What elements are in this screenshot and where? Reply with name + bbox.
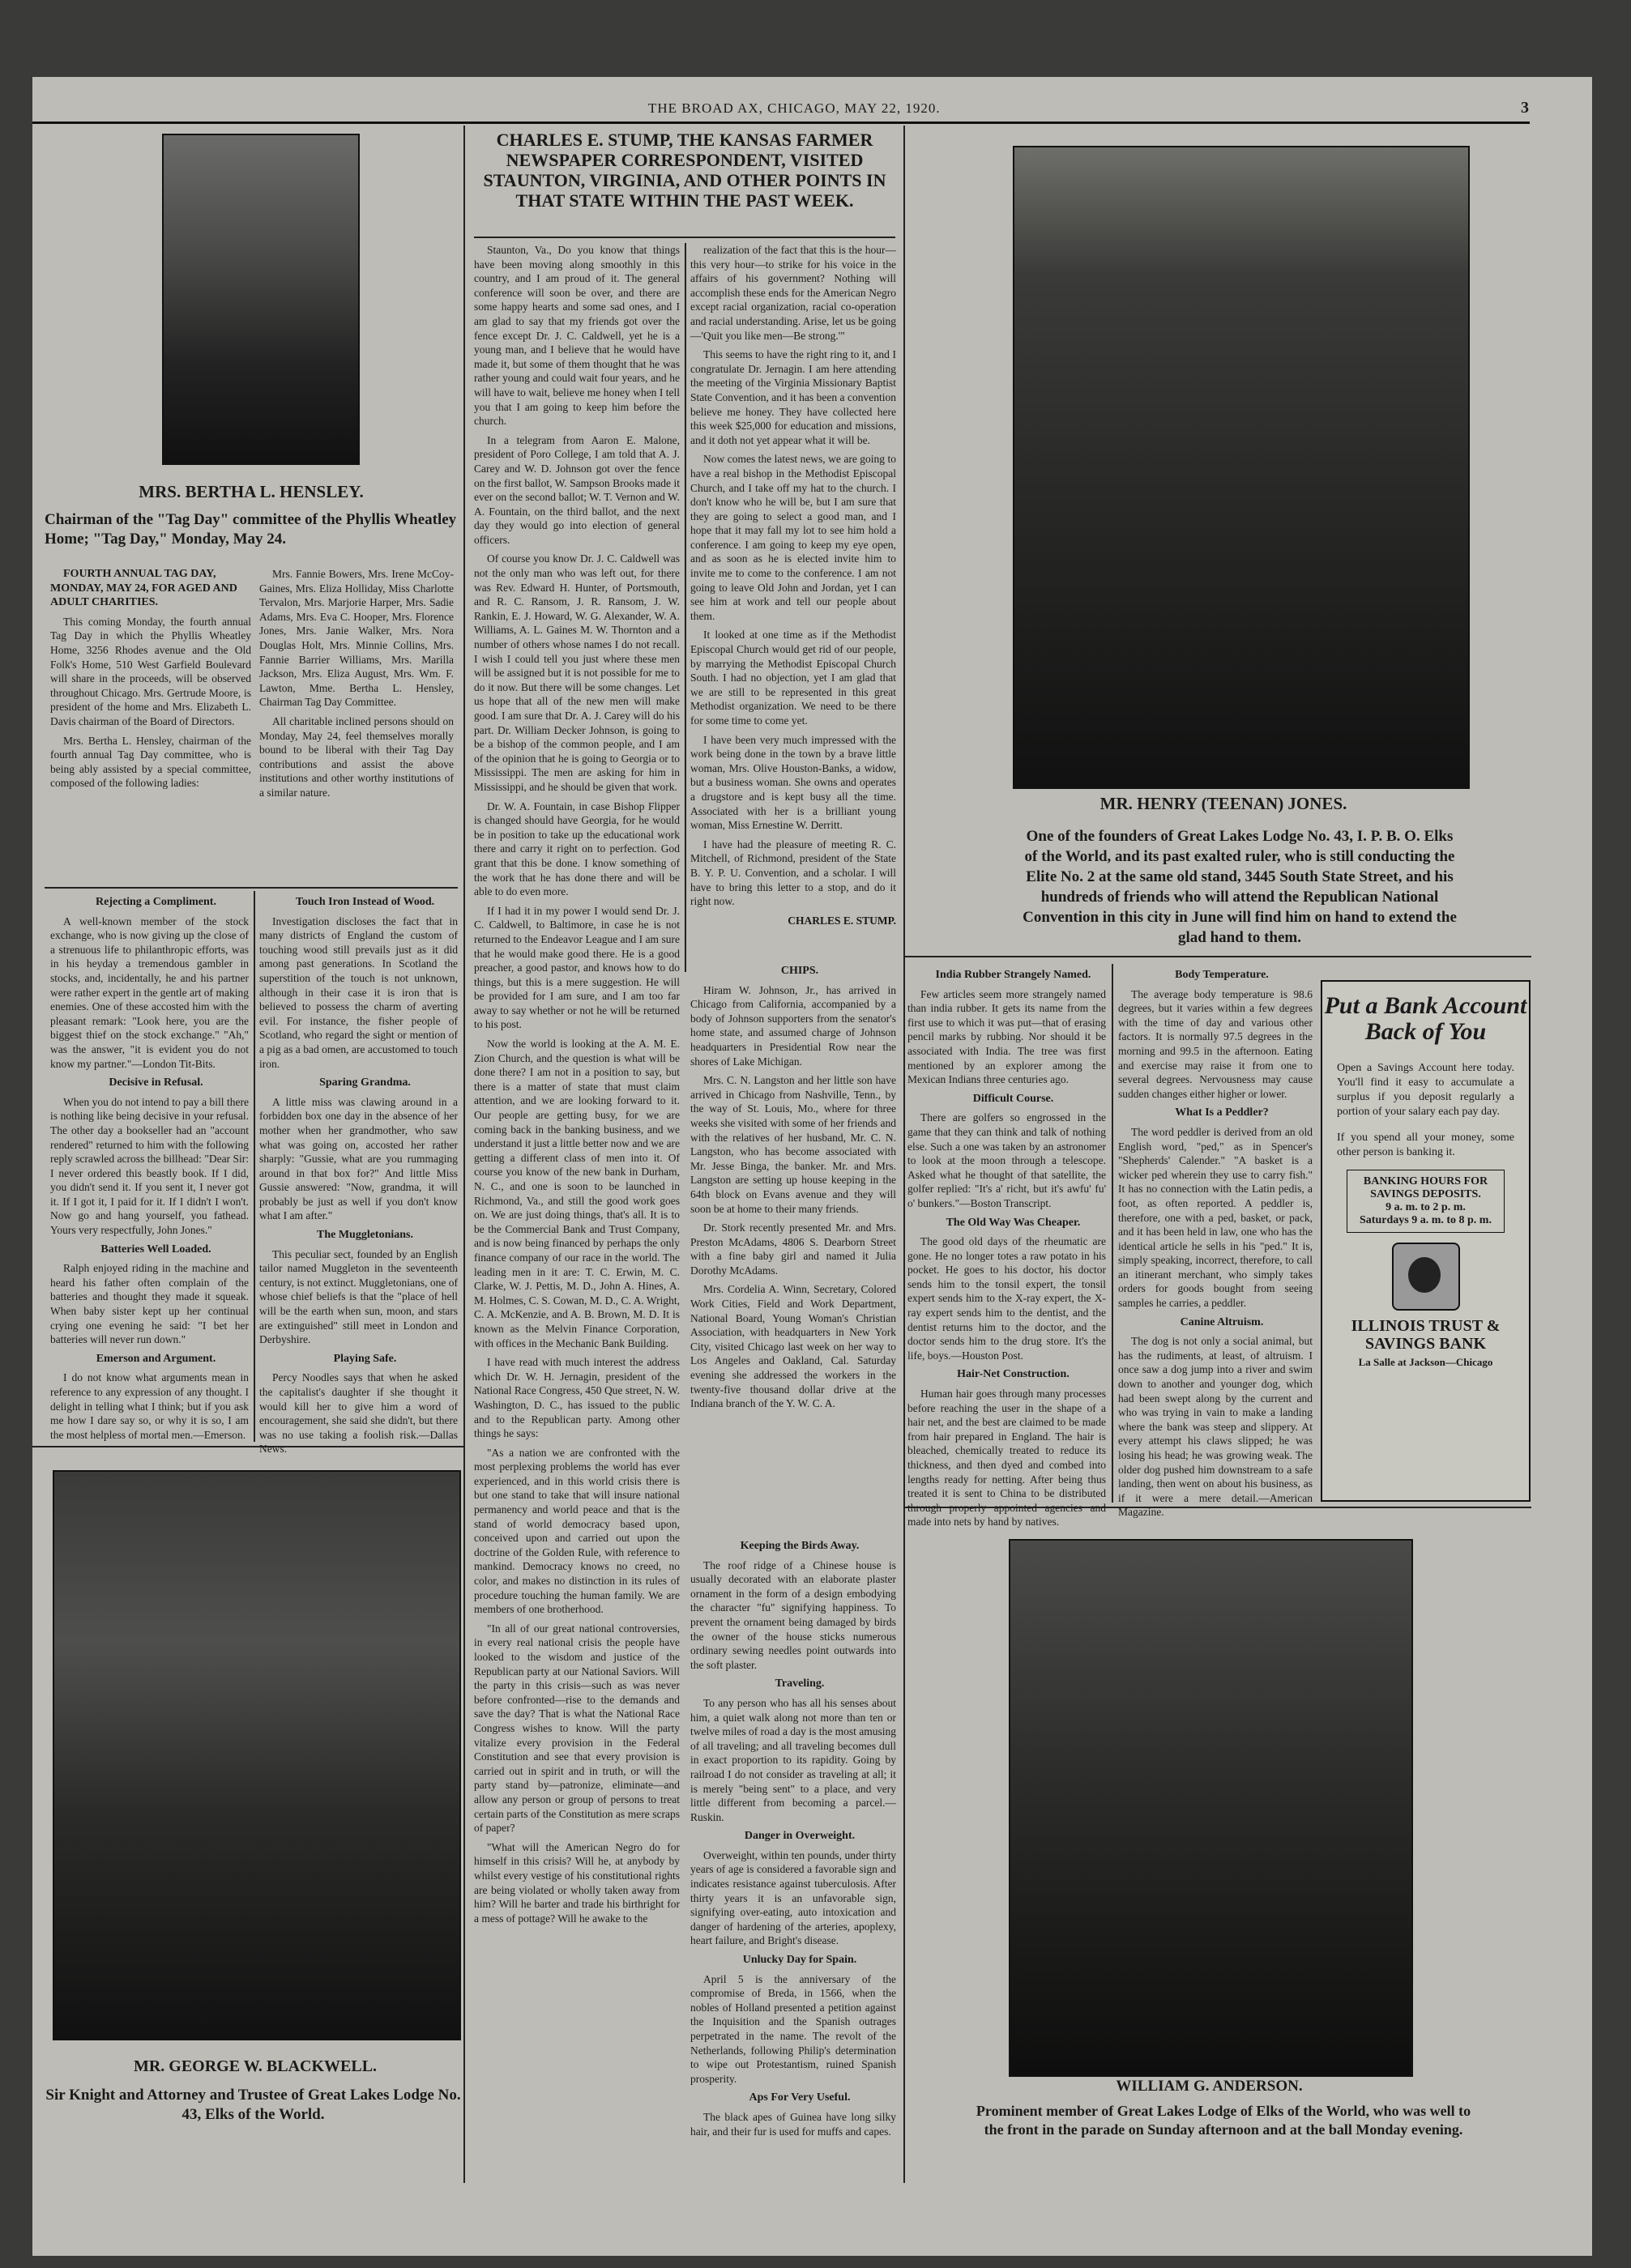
photo-william-anderson	[1009, 1539, 1413, 2077]
short-item-head: Keeping the Birds Away.	[740, 1540, 860, 1552]
short-item-text: A little miss was clawing around in a forbidden box one day in the absence of her mother when her grandmother, who saw what was going on, accosted her rather sharply: "Gussie, what are you rummaging around in that box for?" And little Miss Gussie answered: "Now, grandma, it will probably be just as well if you don't know what I am after."	[259, 1095, 458, 1222]
photo-bertha-hensley	[162, 134, 360, 465]
stump-paragraph: Now comes the latest news, we are going to have a real bishop in the Methodist Episcopal Church, and I take off my hat to the church. I don't know who he will be, but I am sure that they are going to select a good man, and I hope that it may fall my lot to see him hold a conference. I am going to keep my eye open, and as soon as he is elected invite him to invite me to come to the conference. I am not going to leave Old John and Jordan, yet I can see him at work and tell our people about them.	[690, 453, 896, 622]
page-number: 3	[1521, 99, 1530, 117]
short-item-text: April 5 is the anniversary of the compromise of Breda, in 1566, when the nobles of Holland presented a petition against the Inquisition and the Spanish outrages perpetrated in the name. The revolt of the Netherlands, following Philip's determination to wipe out Protestantism, ruined Spanish prosperity.	[690, 1972, 896, 2085]
ad-body: Open a Savings Account here today. You'll find it easy to accumulate a surplus if you deposit regularly a portion of your salary each pay day.	[1337, 1062, 1514, 1118]
stump-paragraph: "What will the American Negro do for himself in this crisis? Will he, at anybody by whilst every vestige of his constitutional rights are being violated or wholly taken away from him? Will he barter and trade his birthright for a mess of pottage? Will he awake to the	[474, 1840, 680, 1925]
chips-paragraph: Hiram W. Johnson, Jr., has arrived in Chicago from California, accompanied by a body of Johnson supporters from the senator's home state, and assumed charge of Johnson headquarters in Presidential Row near the shores of Lake Michigan.	[690, 983, 896, 1068]
bank-name: ILLINOIS TRUST & SAVINGS BANK	[1351, 1317, 1501, 1353]
anderson-name: WILLIAM G. ANDERSON.	[1116, 2078, 1303, 2095]
short-item-text: Investigation discloses the fact that in many districts of England the custom of touching wood still prevails just as it did among past generations. In Scotland the superstition of the touch is not unknown, although in their case it is iron that is believed to possess the charm of averting evil. For instance, the fisher people of Scotland, who regard the sight or mention of a pig as a bad omen, are accustomed to touch iron.	[259, 914, 458, 1070]
short-item-head: The Old Way Was Cheaper.	[946, 1216, 1081, 1229]
short-item-head: Rejecting a Compliment.	[96, 896, 216, 908]
chips-paragraph: Dr. Stork recently presented Mr. and Mrs. Preston McAdams, 4806 S. Dearborn Street with a fine baby girl and named it Julia Dorothy McAdams.	[690, 1221, 896, 1277]
blackwell-caption: Sir Knight and Attorney and Trustee of Great Lakes Lodge No. 43, Elks of the World.	[45, 2087, 461, 2123]
stump-column-1	[474, 243, 680, 2179]
shorts-right-mid	[1118, 968, 1313, 1519]
section-rule	[903, 956, 1531, 957]
stump-signature: CHARLES E. STUMP.	[788, 914, 896, 927]
stump-paragraph: This seems to have the right ring to it, and I congratulate Dr. Jernagin. I am here attending the meeting of the Virginia Missionary Baptist State Convention, and it has been a convention believe me honey. They have collected here this week $25,000 for education and missions, and it doth not yet appear what it will be.	[690, 348, 896, 446]
hensley-article-right	[259, 567, 454, 883]
stump-paragraph: Dr. W. A. Fountain, in case Bishop Flipper is changed should have Georgia, for he would be in position to take up the educational work there and carry it right on to perfection. God grant that this be done. I know something of the work that he has done there and will be able to do even more.	[474, 799, 680, 898]
short-item-head: Traveling.	[775, 1678, 825, 1690]
stump-paragraph: realization of the fact that this is the hour—this very hour—to strike for his voice in the affairs of his government? Nothing will accomplish these ends for the American Negro except racial organization, racial co-operation and racial understanding. Arise, let us be going—'Quit you like men—Be strong.'"	[690, 244, 896, 342]
stump-paragraph: "As a nation we are confronted with the most perplexing problems the world has ever experienced, and in this world crisis there is but one stand to take that will insure national permanency and world peace and that is the stand of world democracy based upon, conceived upon and carried out upon the doctrine of the Golden Rule, with reference to mankind. Democracy knows no creed, no color, and makes no distinction in its rules of procedure touching the human family. We are members of one brotherhood.	[474, 1446, 680, 1616]
hours-line: Saturdays 9 a. m. to 8 p. m.	[1360, 1214, 1492, 1226]
eagle-seal-icon	[1392, 1243, 1460, 1311]
bank-advertisement	[1321, 980, 1531, 1502]
short-item-head: Difficult Course.	[972, 1092, 1054, 1105]
tag-day-paragraph: Mrs. Fannie Bowers, Mrs. Irene McCoy-Gaines, Mrs. Eliza Holliday, Miss Charlotte Tervalon, Mrs. Marjorie Harper, Mrs. Sadie Adams, Mrs. Eva C. Hooper, Mrs. Florence Jones, Mrs. Janie Walker, Mrs. Nora Douglas Holt, Mrs. Minnie Collins, Mrs. Fannie Barrier Williams, Mrs. Marilla Jackson, Mrs. Eliza August, Mrs. Wm. F. Lawton, Mme. Bertha L. Hensley, Chairman Tag Day Committee.	[259, 568, 454, 709]
photo-george-blackwell	[53, 1470, 461, 2040]
hensley-caption: Chairman of the "Tag Day" committee of the Phyllis Wheatley Home; "Tag Day," Monday, May 24.	[45, 511, 457, 548]
stump-headline: CHARLES E. STUMP, THE KANSAS FARMER NEWSPAPER CORRESPONDENT, VISITED STAUNTON, VIRGINIA, AND OTHER POINTS IN THAT STATE WITHIN THE PAST WEEK.	[483, 130, 886, 211]
short-item-head: Sparing Grandma.	[319, 1076, 411, 1089]
tag-day-paragraph: This coming Monday, the fourth annual Tag Day in which the Phyllis Wheatley Home, 3256 Rhodes avenue and the Old Folk's Home, 510 West Garfield Boulevard will share in the proceeds, will be observed throughout Chicago. Mrs. Gertrude Moore, is president of the home and Mrs. Elizabeth L. Davis chairman of the Board of Directors.	[50, 615, 251, 727]
chips-head: CHIPS.	[780, 965, 819, 977]
short-item-text: The dog is not only a social animal, but has the rudiments, at least, of altruism. I once saw a dog jump into a river and swim down to another and younger dog, which had been swept along by the current and who was trying in vain to make a landing where the bank was steep and slippery. At every attempt his claws slipped; he was losing his head; he was growing weak. The older dog pushed him downstream to a safe landing, then went on about his business, as if it were a mere detail.—American Magazine.	[1118, 1335, 1313, 1519]
short-item-head: Danger in Overweight.	[744, 1830, 856, 1843]
hours-title: BANKING HOURS FOR SAVINGS DEPOSITS.	[1363, 1175, 1488, 1200]
short-item-head: Body Temperature.	[1175, 969, 1269, 981]
stump-paragraph: In a telegram from Aaron E. Malone, president of Poro College, I am told that A. J. Carey and W. D. Johnson got over the fence on the first ballot, W. Sampson Brooks made it ever on the second ballot; W. T. Vernon and W. A. Fountain, on the third ballot, and the next day they would go into election of general officers.	[474, 433, 680, 546]
column-rule	[685, 243, 686, 972]
short-item-text: Ralph enjoyed riding in the machine and heard his father often complain of the batteries and thought they made it squeak. When baby sister kept up her continual crying one evening he said: "I bet her batteries will never run down."	[50, 1262, 249, 1346]
jones-caption: One of the founders of Great Lakes Lodge No. 43, I. P. B. O. Elks of the World, and its past exalted ruler, who is still conducting the Elite No. 2 at the same old stand, 3445 South State Street, and his hundreds of friends who will attend the Republican National Convention in this city in June will find him on hand to extend the glad hand to them.	[1023, 828, 1457, 946]
short-item-head: Batteries Well Loaded.	[100, 1243, 211, 1256]
stump-column-2	[690, 243, 896, 956]
tag-day-paragraph: All charitable inclined persons should on Monday, May 24, feel themselves morally bound to be liberal with their Tag Day contributions and assist the above institutions and other worthy institutions of a similar nature.	[259, 714, 454, 799]
chips-column	[690, 964, 896, 1531]
short-item-text: The roof ridge of a Chinese house is usually decorated with an elaborate plaster ornament in the form of a design embodying the character "fu" signifying happiness. To prevent the ornament being damaged by birds the owner of the house sticks numerous ordinary sewing needles point outwards into the soft plaster.	[690, 1558, 896, 1671]
short-item-head: The Muggletonians.	[316, 1229, 413, 1242]
short-item-head: Decisive in Refusal.	[109, 1076, 203, 1089]
hensley-article-left	[50, 567, 251, 883]
short-item-text: This peculiar sect, founded by an English tailor named Muggleton in the seventeenth century, is not extinct. Muggletonians, one of whose chief beliefs is that the "place of hell will be the earth when sun, moon, and stars are extinguished" still meet in London and Derbyshire.	[259, 1247, 458, 1346]
short-item-text: The word peddler is derived from an old English word, "ped," as in Spencer's "Shepherds' Calender." "A basket is a wicker ped wherein they use to carry fish." It has no connection with the Latin pedis, a foot, as often reported. A peddler is, therefore, one with a ped, basket, or pack, and it has been held in law, one who has the identical article he sells in his "ped." It is, simply speaking, incorrect, therefore, to call an itinerant merchant, who simply takes orders for goods bought from seeing samples he carries, a peddler.	[1118, 1125, 1313, 1310]
column-rule	[903, 126, 905, 2183]
column-rule	[463, 126, 465, 2183]
short-item-text: To any person who has all his senses about him, a quiet walk along not more than ten or twelve miles of road a day is the most amusing of all traveling; and all traveling becomes dull in exact proportion to its rapidity. Going by railroad I do not consider as traveling at all; it is merely "being sent" to a place, and very little different from becoming a parcel.—Ruskin.	[690, 1696, 896, 1823]
photo-henry-jones	[1013, 146, 1470, 789]
shorts-right-left	[907, 968, 1106, 1528]
anderson-caption: Prominent member of Great Lakes Lodge of Elks of the World, who was well to the front in the parade on Sunday afternoon and at the ball Monday evening.	[976, 2103, 1471, 2138]
chips-paragraph: Mrs. Cordelia A. Winn, Secretary, Colored Work Cities, Field and Work Department, National Board, Young Woman's Christian Association, with headquarters in New York City, visited Chicago last week on her way to Los Angeles and Oakland, Cal. Saturday evening she addressed the workers in the twenty-five thousand dollar drive at the Indiana branch of the Y. W. C. A.	[690, 1283, 896, 1410]
short-item-head: Playing Safe.	[333, 1352, 397, 1365]
stump-paragraph: It looked at one time as if the Methodist Episcopal Church would get rid of our people, by marrying the Methodist Episcopal Church South. I had no objection, yet I am glad that we are still to be represented in this great Methodist organization. We need to be there for some time to come yet.	[690, 629, 896, 727]
stump-paragraph: Now the world is looking at the A. M. E. Zion Church, and the question is what will be done there? I am not in a position to say, but there is a matter of state that must claim attention, and we are looking forward to it. Our people are getting busy, for we are coming back in the banking business, and we understand it just a little better now and we are getting a different class of men into it. Of course you know of the new bank in Durham, N. C., and one is soon to be launched in Richmond, Va., and still the good work goes on. We are just doing things, that's all. It is to be the Commercial Bank and Trust Company, and is now being financed by perhaps the only finance company of our race in the world. The leading men in it are: T. C. Erwin, M. C. Clarke, W. J. Pettis, M. D., John A. Hines, A. M. Holmes, C. S. Cowan, M. D., C. A. Wright, C. A. McKenzie, and A. B. Brown, M. D. It is known as the Melvin Finance Corporation, with offices in the Mechanic Bank Building.	[474, 1038, 680, 1349]
short-item-text: Human hair goes through many processes before reaching the user in the shape of a hair net, and the best are claimed to be made from hair prepared in England. The hair is bleached, chemically treated to reduce its thickness, and then dyed and combed into lengths ready for netting. After being thus treated it is sent to China to be distributed through properly appointed agencies and made into nets by hand by natives.	[907, 1388, 1106, 1528]
short-item-text: Few articles seem more strangely named than india rubber. It gets its name from the first use to which it was put—that of erasing pencil marks by rubbing. Nor should it be associated with India. The tree was first mentioned by an explorer among the Mexican Indians three centuries ago.	[907, 987, 1106, 1086]
short-item-head: Unlucky Day for Spain.	[742, 1954, 857, 1967]
ad-body-2: If you spend all your money, some other person is banking it.	[1337, 1132, 1514, 1158]
short-items-mid-bottom	[690, 1539, 896, 2179]
section-rule	[45, 887, 458, 889]
banking-hours-box	[1347, 1170, 1505, 1233]
short-item-text: The good old days of the rheumatic are gone. He no longer totes a raw potato in his pocket. He goes to his doctor, his doctor sends him to the tonsil expert, the tonsil expert sends him to the X-ray expert, the X-ray expert sends him to the dentist, and the dentist returns him to the doctor, and the doctor sends him to the drug store. It's the life, boys.—Houston Post.	[907, 1235, 1106, 1362]
section-rule	[474, 237, 895, 238]
short-item-head: Canine Altruism.	[1180, 1315, 1264, 1328]
chips-paragraph: Mrs. C. N. Langston and her little son have arrived in Chicago from Nashville, Tenn., by the way of St. Louis, Mo., where for three weeks she visited with some of her friends and with the relatives of her husband, Mr. C. N. Langston, who has become associated with Mr. Jesse Binga, the banker. Mr. and Mrs. Langston are setting up house keeping in the 64th block on Evans avenue and they will soon be at home to their many friends.	[690, 1074, 896, 1215]
bank-address: La Salle at Jackson—Chicago	[1358, 1356, 1493, 1368]
stump-paragraph: Staunton, Va., Do you know that things have been moving along smoothly in this country, and I am proud of it. The general conference will soon be over, and there are some happy hearts and some sad ones, and I am glad to say that my friends got over the fence except Dr. J. C. Caldwell, yet he is a young man, and I believe that he would have made it, but some of them thought that he was rather young and could wait four years, and he will have to wait, believe me honey when I tell you that I am going to keep him before the church.	[474, 244, 680, 428]
short-item-text: Percy Noodles says that when he asked the capitalist's daughter if she thought it would kill her to give him a word of encouragement, she said she didn't, but there was no use taking a foolish risk.—Dallas News.	[259, 1371, 458, 1456]
short-item-head: What Is a Peddler?	[1175, 1106, 1269, 1119]
shorts-mid	[259, 895, 458, 1456]
short-item-text: Overweight, within ten pounds, under thirty years of age is considered a favorable sign and indicates resistance against tuberculosis. After thirty years it is an unfavorable sign, signifying over-eating, auto intoxication and danger of hardening of the arteries, apoplexy, heart failure, and Bright's disease.	[690, 1848, 896, 1947]
short-item-head: Hair-Net Construction.	[957, 1368, 1070, 1381]
stump-paragraph: I have read with much interest the address which Dr. W. H. Jernagin, president of the National Race Congress, 450 Que street, N. W. Washington, D. C., has issued to the public and to the Republican party. Among other things he says:	[474, 1356, 680, 1440]
short-item-text: I do not know what arguments mean in reference to any expression of any thought. I delight in telling what I think; but if you ask me how I dare say so, or why it is so, I am the most helpless of mortal men.—Emerson.	[50, 1371, 249, 1441]
masthead	[32, 96, 1530, 124]
shorts-left	[50, 895, 249, 1442]
short-item-head: India Rubber Strangely Named.	[935, 969, 1091, 981]
tag-day-headline: FOURTH ANNUAL TAG DAY, MONDAY, MAY 24, FOR AGED AND ADULT CHARITIES.	[50, 568, 237, 609]
ad-headline: Put a Bank Account Back of You	[1324, 992, 1527, 1045]
stump-paragraph: "In all of our great national controversies, in every real national crisis the people have looked to the wisdom and justice of the Republican party at our National Saviors. Will the party in this crisis—such as was never before confronted—rise to the demands and save the day? That is what the National Race Congress wishes to know. Will the party vitalize every provision in the Federal Constitution and see that every provision is carried out in spirit and in truth, or will the party stand by—patronize, eliminate—and allow any person or group of persons to treat certain parts of the Constitution as mere scraps of paper?	[474, 1622, 680, 1835]
column-rule	[254, 891, 255, 1442]
masthead-title: THE BROAD AX, CHICAGO, MAY 22, 1920.	[648, 100, 941, 116]
column-rule	[1112, 964, 1113, 1503]
short-item-text: There are golfers so engrossed in the game that they can think and talk of nothing else. Such a one was taken by an astronomer to look at the moon through a telescope. Asked what he thought of that satellite, the golfer replied: "It's a' richt, but it's awfu' fu' o' bunkers."—Boston Transcript.	[907, 1111, 1106, 1209]
short-item-text: The average body temperature is 98.6 degrees, but it varies within a few degrees with the time of day and various other factors. It is normally 97.5 degrees in the morning and 99.5 in the afternoon. Eating and exercise may raise it from one to several degrees. Nervousness may cause sudden changes either higher or lower.	[1118, 987, 1313, 1100]
short-item-head: Aps For Very Useful.	[749, 2091, 851, 2104]
stump-paragraph: I have had the pleasure of meeting R. C. Mitchell, of Richmond, president of the State B. Y. P. U. Convention, and a scholar. I will have to bring this letter to a stop, and do it right now.	[690, 838, 896, 908]
hours-line: 9 a. m. to 2 p. m.	[1385, 1201, 1466, 1213]
stump-paragraph: I have been very much impressed with the work being done in the town by a brave little woman, Mrs. Olive Houston-Banks, a widow, but a business woman. She owns and operates a drugstore and is kept busy all the time. Associated with her is a brilliant young woman, Miss Ernestine W. Derritt.	[690, 733, 896, 832]
stump-paragraph: Of course you know Dr. J. C. Caldwell was not the only man who was left out, for there was Rev. Edward H. Hunter, of Portsmouth, and R. C. Ransom, J. R. Ransom, J. W. Rankin, E. J. Howard, W. G. Alexander, W. A. Williams, A. L. Gaines M. W. Thornton and a number of others whose names I do not recall. I wish I could tell you just where these men will be assigned but it is not possible for me to do it now. But there will be some changes. Let us hope that all of the new men will make good. I am sure that Dr. A. J. Carey will do his part. Dr. William Decker Johnson, is going to be a bishop of the common people, and I am of the opinion that he is going to Georgia or to Mississippi. The men are asking for him in Mississippi, and he should be given that work.	[474, 552, 680, 793]
stump-paragraph: If I had it in my power I would send Dr. J. C. Caldwell, to Baltimore, in case he is not returned to the Endeavor League and I am sure that he would make good there. He is a good preacher, a good pastor, and knows how to do things, but this is a mere suggestion. He will be provided for I am sure, and I am too far away to say whether or not he will be returned to his post.	[474, 904, 680, 1031]
short-item-head: Emerson and Argument.	[96, 1352, 216, 1365]
tag-day-paragraph: Mrs. Bertha L. Hensley, chairman of the fourth annual Tag Day committee, who is being ably assisted by a special committee, composed of the following ladies:	[50, 734, 251, 790]
short-item-text: The black apes of Guinea have long silky hair, and their fur is used for muffs and capes.	[690, 2110, 896, 2138]
short-item-text: A well-known member of the stock exchange, who is now giving up the close of a strenuous life to philanthropic efforts, was in his heyday a tremendous gambler in stocks, and, incidentally, he and his partner were rather expert in the gentle art of making enemies. One of these accosted him with the pleasant remark: "Look here, you are the biggest thief on the stock exchange." "Ah," was the answer, "it is evident you do not know my partner."—London Tit-Bits.	[50, 914, 249, 1070]
short-item-head: Touch Iron Instead of Wood.	[295, 896, 435, 908]
blackwell-name: MR. GEORGE W. BLACKWELL.	[133, 2057, 378, 2075]
hensley-name: MRS. BERTHA L. HENSLEY.	[139, 482, 364, 501]
short-item-text: When you do not intend to pay a bill there is nothing like being decisive in your refusal. The other day a bookseller had an "account rendered" returned to him with the following reply scrawled across the billhead: "Dear Sir: I never ordered this beastly book. If I did, you didn't send it. If you sent it, I never got it. If I got it, I paid for it. If I didn't I won't. Now go and hang yourself, you fathead. Yours very respectfully, John Jones."	[50, 1095, 249, 1237]
jones-name: MR. HENRY (TEENAN) JONES.	[1099, 794, 1347, 813]
